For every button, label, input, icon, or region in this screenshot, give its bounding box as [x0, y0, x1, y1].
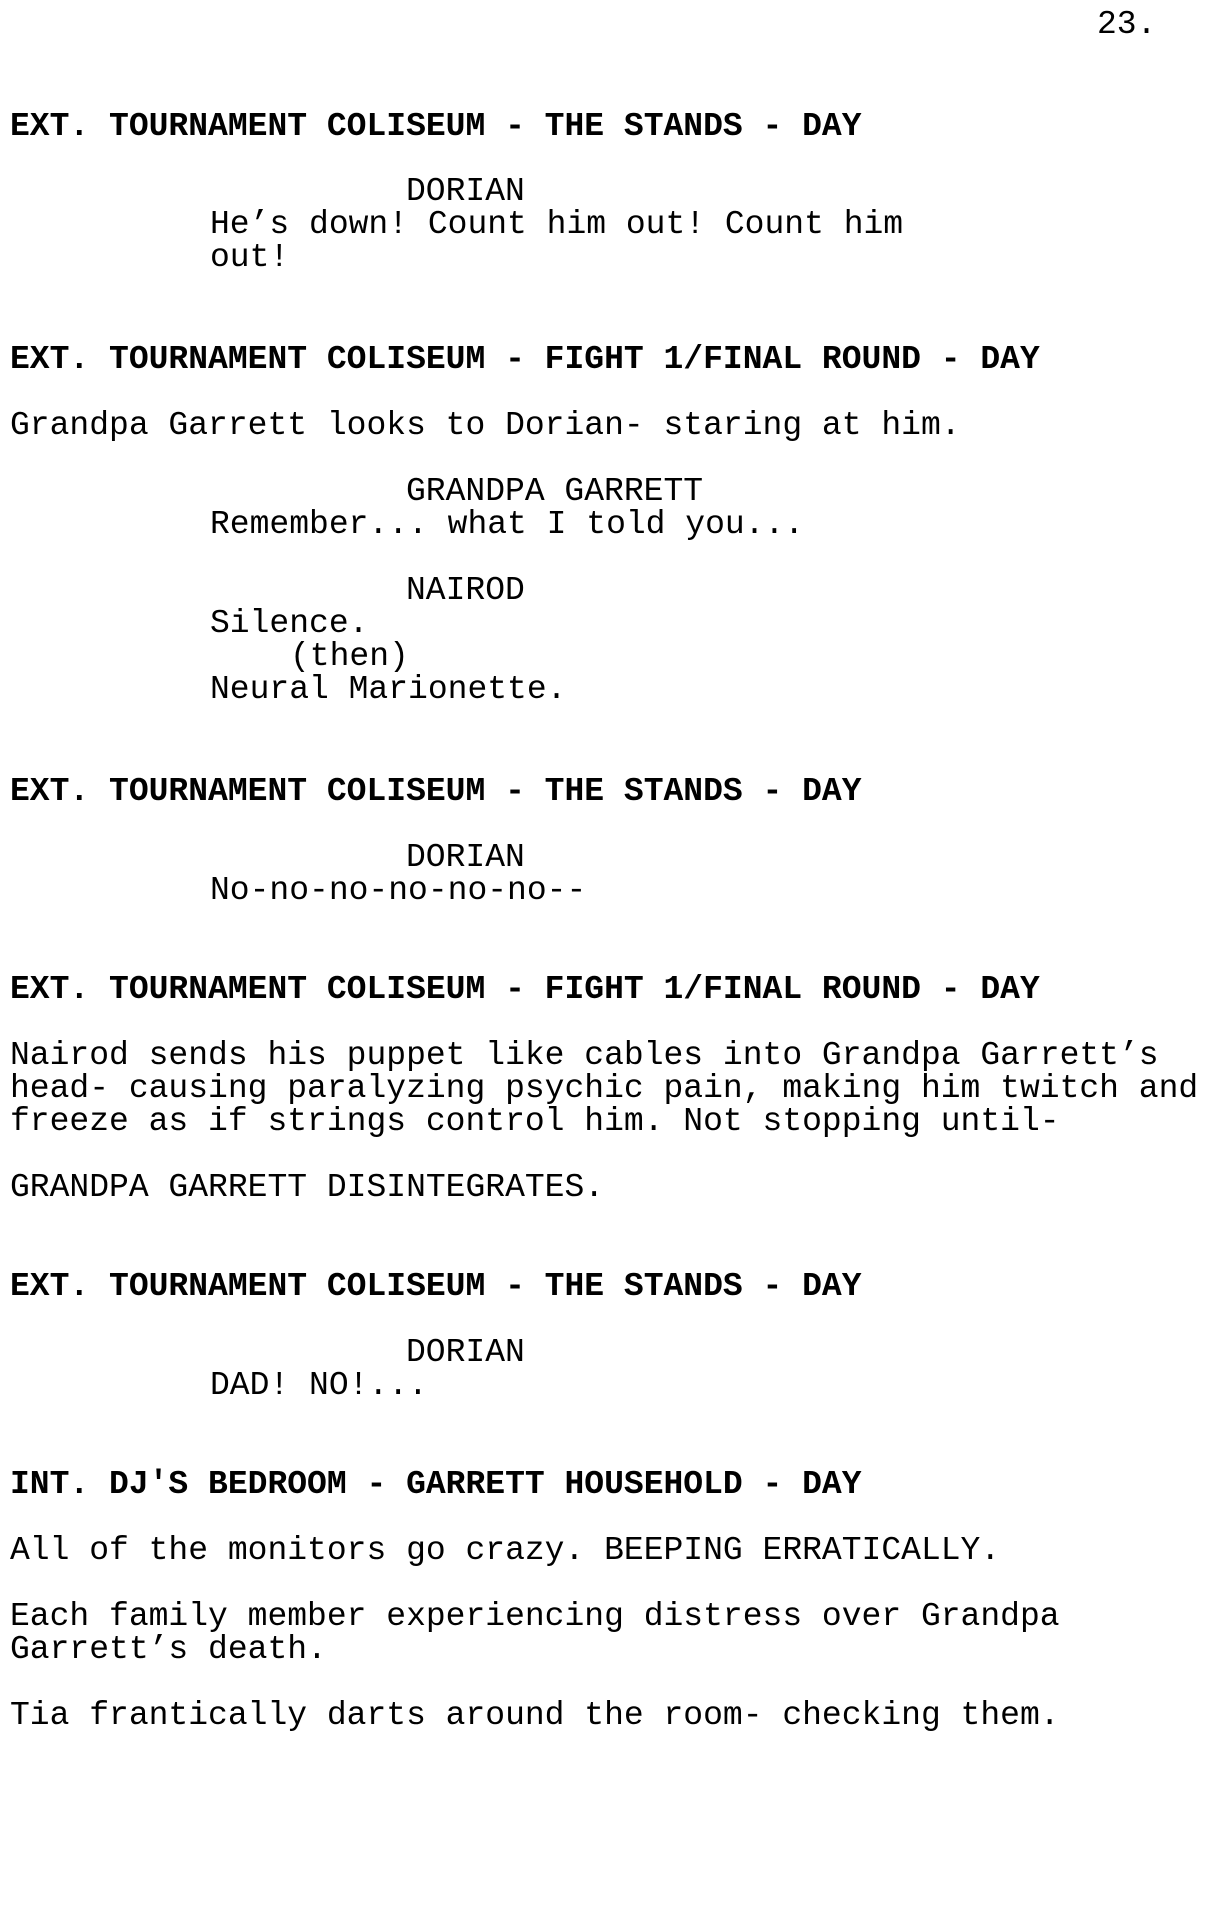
scene-heading: EXT. TOURNAMENT COLISEUM - FIGHT 1/FINAL ROUND - DAY [10, 971, 1040, 1008]
action-line: Nairod sends his puppet like cables into Grandpa Garrett’s [10, 1037, 1159, 1074]
character-name: DORIAN [406, 173, 525, 210]
scene-heading: EXT. TOURNAMENT COLISEUM - THE STANDS - DAY [10, 108, 862, 145]
action-line: freeze as if strings control him. Not stopping until- [10, 1103, 1060, 1140]
parenthetical: (then) [290, 638, 409, 675]
action-line: Each family member experiencing distress over Grandpa [10, 1598, 1060, 1635]
dialogue-line: Neural Marionette. [210, 671, 567, 708]
dialogue-line: No-no-no-no-no-no-- [210, 872, 587, 909]
action-line: Grandpa Garrett looks to Dorian- staring at him. [10, 407, 961, 444]
dialogue-line: DAD! NO!... [210, 1367, 428, 1404]
action-line: Garrett’s death. [10, 1631, 327, 1668]
dialogue-line: out! [210, 239, 290, 276]
scene-heading: EXT. TOURNAMENT COLISEUM - THE STANDS - DAY [10, 1268, 862, 1305]
page-number: 23. [1097, 6, 1157, 43]
action-line: GRANDPA GARRETT DISINTEGRATES. [10, 1169, 605, 1206]
character-name: NAIROD [406, 572, 525, 609]
dialogue-line: Silence. [210, 605, 369, 642]
character-name: DORIAN [406, 1334, 525, 1371]
action-line: head- causing paralyzing psychic pain, making him twitch and [10, 1070, 1199, 1107]
scene-heading: EXT. TOURNAMENT COLISEUM - FIGHT 1/FINAL ROUND - DAY [10, 341, 1040, 378]
dialogue-line: Remember... what I told you... [210, 506, 805, 543]
character-name: GRANDPA GARRETT [406, 473, 704, 510]
action-line: All of the monitors go crazy. BEEPING ERRATICALLY. [10, 1532, 1001, 1569]
character-name: DORIAN [406, 839, 525, 876]
scene-heading: INT. DJ'S BEDROOM - GARRETT HOUSEHOLD - DAY [10, 1466, 862, 1503]
scene-heading: EXT. TOURNAMENT COLISEUM - THE STANDS - DAY [10, 773, 862, 810]
action-line: Tia frantically darts around the room- checking them. [10, 1697, 1060, 1734]
dialogue-line: He’s down! Count him out! Count him [210, 206, 904, 243]
